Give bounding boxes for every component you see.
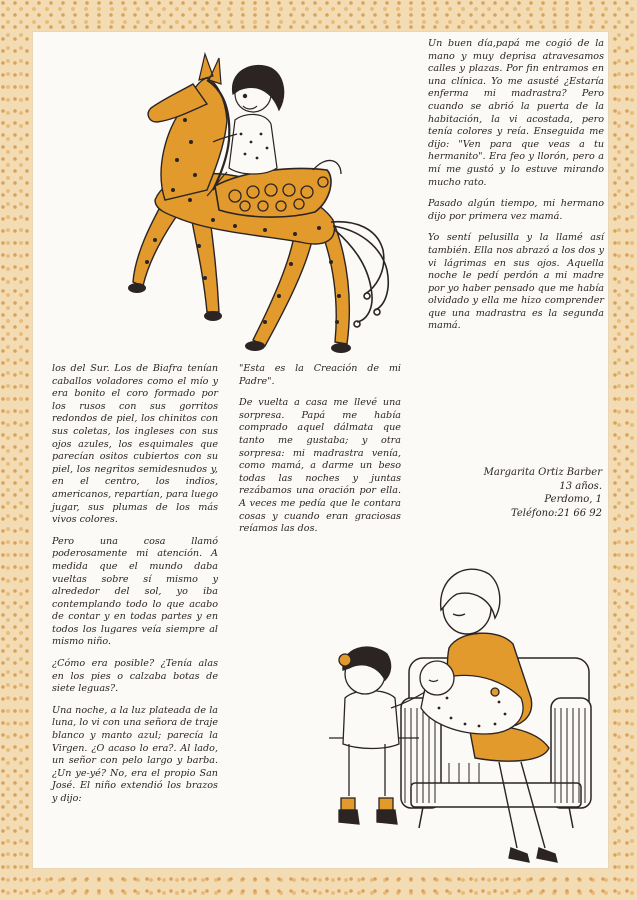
text-column-left bbox=[52, 363, 218, 806]
horse-ears bbox=[199, 54, 221, 84]
author-name: Margarita Ortiz Barber bbox=[483, 467, 602, 478]
author-age: 13 años. bbox=[559, 480, 602, 492]
horse-hooves bbox=[128, 283, 351, 353]
author-phone: Teléfono:21 66 92 bbox=[510, 507, 602, 519]
paragraph: Yo sentí pelusilla y la llamé así también. Ella nos abrazó a los dos y vi lágrimas en sus ojos. Aquella noche le pedí perdón a mi madre por yo haber pensado que me había olvidado y ella me hizo comprender que una madrastra es la segunda mamá. bbox=[428, 232, 604, 332]
horse-illustration bbox=[95, 50, 415, 360]
paragraph: Un buen día,papá me cogió de la mano y muy deprisa atravesamos calles y plazas. Por fin entramos en una clínica. Yo me asusté ¿Estaría enferma mi madrastra? Pero cuando se abrió la puerta de la habitación, la vi acostada, pero tenía colores y reía. Enseguida me dijo: "Ven para que veas a tu hermanito". Era feo y llorón, pero a mí me gustó y lo estuve mirando mucho rato. bbox=[428, 38, 604, 188]
author-signature bbox=[428, 466, 602, 520]
author-address: Perdomo, 1 bbox=[544, 494, 602, 505]
paragraph: "Esta es la Creación de mi Padre". bbox=[239, 363, 401, 387]
paragraph: ¿Cómo era posible? ¿Tenía alas en los pies o calzaba botas de siete leguas?. bbox=[52, 658, 218, 695]
text-column-middle bbox=[239, 363, 401, 536]
paragraph: los del Sur. Los de Biafra tenían caballos voladores como el mío y era bonito el coro formado por los rusos con sus gorritos redondos de piel, los chinitos con sus coletas, los ingleses con sus ojos azules, los esquimales que parecían ositos cubiertos con su piel, los negritos semidesnudos y, en el centro, los indios, americanos, repartían, para luego jugar, sus plumas de los más vivos colores. bbox=[52, 363, 218, 526]
paragraph: Pero una cosa llamó poderosamente mi atención. A medida que el mundo daba vueltas sobre sí mismo y alrededor del sol, yo iba contemplando todo lo que acabo de contar y en todas partes y en todos los lugares veía siempre al mismo niño. bbox=[52, 535, 218, 648]
paragraph: Una noche, a la luz plateada de la luna, lo vi con una señora de traje blanco y manto azul; parecía la Virgen. ¿O acaso lo era?. Al lado, un señor con pelo largo y barba. ¿Un ye-yé? No, era el propio San José. El niño extendió los brazos y dijo: bbox=[52, 704, 218, 804]
family-illustration bbox=[299, 548, 599, 868]
page bbox=[33, 32, 608, 868]
paragraph: Pasado algún tiempo, mi hermano dijo por primera vez mamá. bbox=[428, 198, 604, 222]
paragraph: De vuelta a casa me llevé una sorpresa. Papá me había comprado aquel dálmata que tanto me gustaba; y otra sorpresa: mi madrastra venía, como mamá, a darme un beso todas las noches y juntas rezábamos una oración por ella. A veces me pedía que le contara cosas y cuando eran graciosas reíamos las dos. bbox=[239, 397, 401, 535]
text-column-top-right bbox=[428, 38, 604, 333]
